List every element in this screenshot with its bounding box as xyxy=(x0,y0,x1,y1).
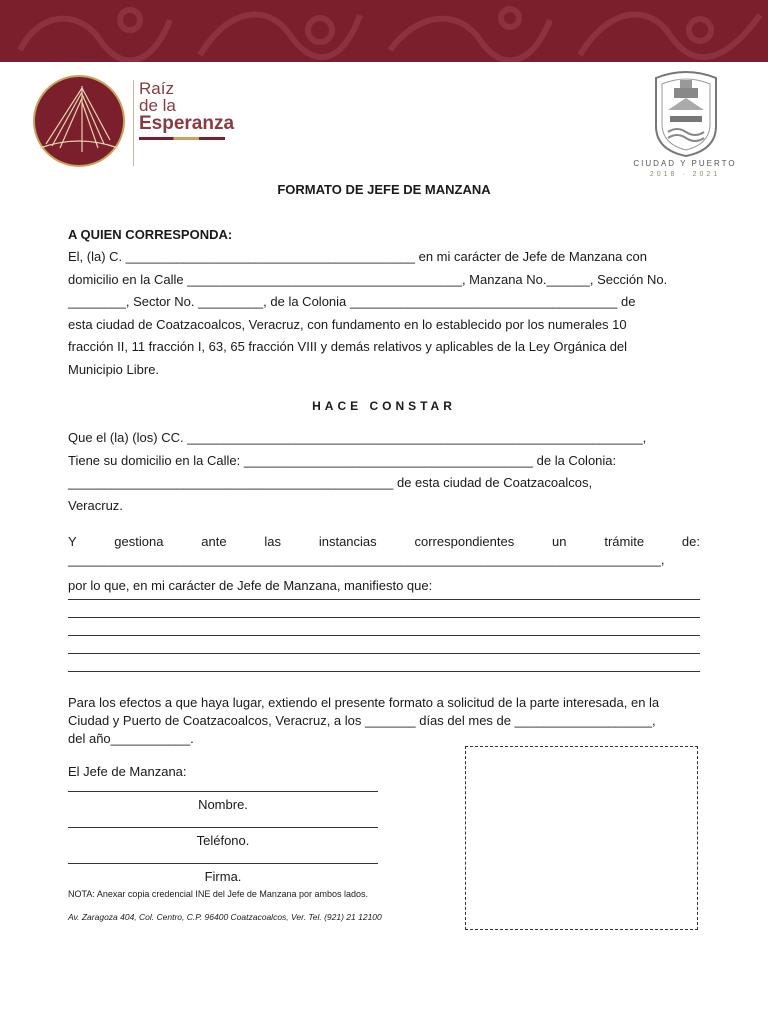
closing-line: del año___________. xyxy=(68,731,194,746)
manifiesto-paragraph xyxy=(68,575,700,598)
document-title: FORMATO DE JEFE DE MANZANA xyxy=(277,182,491,197)
constar-paragraph xyxy=(68,427,700,517)
seal-years: 2018 · 2021 xyxy=(649,171,721,178)
manifiesto-line: por lo que, en mi carácter de Jefe de Manzana, manifiesto que: xyxy=(68,578,433,593)
phone-label: Teléfono. xyxy=(196,833,250,848)
brand-color-bar xyxy=(139,137,225,140)
intro-line: Municipio Libre. xyxy=(68,361,160,377)
section-title: HACE CONSTAR xyxy=(312,399,456,413)
tramite-blank xyxy=(68,549,700,572)
brand-name xyxy=(139,80,234,140)
closing-line: Para los efectos a que haya lugar, extiendo el presente formato a solicitud de la parte interesada, en la xyxy=(68,695,660,710)
tramite-line: Y gestiona ante las instancias correspondientes un trámite de: xyxy=(68,534,700,549)
intro-line: esta ciudad de Coatzacoalcos, Veracruz, con fundamento en lo establecido por los numerales 10 xyxy=(68,316,627,332)
constar-line: _____________________________________________ de esta ciudad de Coatzacoalcos, xyxy=(68,475,593,490)
brand-separator xyxy=(133,80,134,166)
brand-line-2: de la xyxy=(139,96,176,115)
ornament-pattern-icon xyxy=(0,0,768,62)
closing-paragraph xyxy=(68,694,700,748)
coat-of-arms-icon xyxy=(650,70,722,158)
closing-line: Ciudad y Puerto de Coatzacoalcos, Veracruz, a los _______ días del mes de ___________________, xyxy=(68,713,656,728)
city-seal xyxy=(650,70,722,158)
constar-line: Veracruz. xyxy=(68,497,123,513)
header-band xyxy=(0,0,768,62)
blank-line xyxy=(68,635,700,636)
blank-line xyxy=(68,617,700,618)
intro-line: El, (la) C. ________________________________________ en mi carácter de Jefe de Manzana con xyxy=(68,249,647,264)
manifiesto-lines xyxy=(68,599,700,689)
blank-line xyxy=(68,599,700,600)
blank-line xyxy=(68,653,700,654)
tramite-line: __________________________________________________________________________________, xyxy=(68,552,665,567)
constar-line: Que el (la) (los) CC. _______________________________________________________________, xyxy=(68,430,647,445)
intro-line: fracción II, 11 fracción I, 63, 65 fracción VIII y demás relativos y aplicables de la Ley Orgánica del xyxy=(68,339,628,354)
brand-line-3: Esperanza xyxy=(139,113,235,134)
seal-caption: CIUDAD Y PUERTO xyxy=(633,159,737,168)
signer-label: El Jefe de Manzana: xyxy=(68,764,187,779)
signature-label: Firma. xyxy=(204,869,242,884)
bridge-logo-icon xyxy=(32,74,126,168)
constar-line: Tiene su domicilio en la Calle: ________________________________________ de la Colonia: xyxy=(68,452,617,468)
intro-line: domicilio en la Calle ______________________________________, Manzana No.______, Sección No. xyxy=(68,271,668,287)
name-line xyxy=(68,791,378,792)
blank-line xyxy=(68,671,700,672)
intro-paragraph xyxy=(68,246,700,381)
name-label: Nombre. xyxy=(198,797,248,812)
intro-line: ________, Sector No. _________, de la Colonia _____________________________________ de xyxy=(68,294,636,309)
note: NOTA: Anexar copia credencial INE del Jefe de Manzana por ambos lados. xyxy=(68,889,368,899)
phone-line xyxy=(68,827,378,828)
photo-box xyxy=(465,746,698,930)
footer-address: Av. Zaragoza 404, Col. Centro, C.P. 96400 Coatzacoalcos, Ver. Tel. (921) 21 12100 xyxy=(68,912,382,922)
brand-line-1: Raíz xyxy=(139,79,174,98)
signature-block xyxy=(68,791,378,899)
signature-line xyxy=(68,863,378,864)
addressee: A QUIEN CORRESPONDA: xyxy=(68,227,233,242)
